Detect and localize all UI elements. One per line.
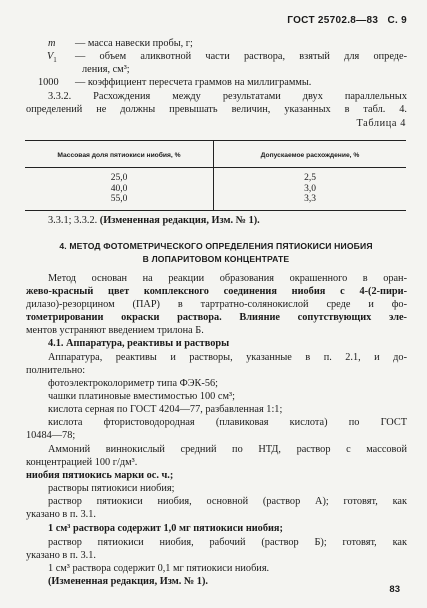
- method-line: жево-красный цвет комплексного соединения ниобия с 4-(2-пири-: [26, 286, 407, 297]
- method-line: Метод основан на реакции образования окрашенного в оран-: [48, 273, 407, 284]
- apparatus-item: кислота серная по ГОСТ 4204—77, разбавленная 1:1;: [48, 404, 283, 415]
- para-3-3-2-line1: 3.3.2. Расхождения между результатами двух параллельных: [48, 91, 407, 102]
- solution-b-line1: раствор пятиокиси ниобия, рабочий (раствор Б); готовят, как: [48, 537, 407, 548]
- amendment-text: (Измененная редакция, Изм. № 1).: [99, 215, 260, 226]
- page-label: С. 9: [387, 15, 407, 26]
- ammonium-line2: концентрацией 100 г/дм³.: [26, 457, 138, 468]
- var-v-symbol: V: [47, 51, 54, 62]
- niobium-oxide-brand: ниобия пятиокись марки ос. ч.;: [26, 470, 174, 481]
- solution-a-line2: указано в п. 3.1.: [26, 509, 96, 520]
- table-cell: 2,5: [304, 173, 316, 183]
- apparatus-intro-line1: Аппаратура, реактивы и растворы, указанные в п. 2.1, и до-: [48, 352, 407, 363]
- var-m-desc: — масса навески пробы, г;: [75, 38, 193, 49]
- table-top-rule: [25, 140, 406, 141]
- var-k-desc: — коэффициент пересчета граммов на миллиграммы.: [75, 77, 312, 88]
- para-3-3-2-line2: определений не должны превышать величин, указанных в табл. 4.: [26, 104, 407, 115]
- table-cell: 55,0: [110, 194, 128, 204]
- table-header-rule: [25, 167, 406, 168]
- table-col2-header: Допускаемое расхождение, %: [260, 152, 360, 159]
- solution-b-line2: указано в п. 3.1.: [26, 550, 96, 561]
- table-col1-header: Массовая доля пятиокиси ниобия, %: [57, 152, 181, 159]
- table-cell: 40,0: [110, 183, 128, 194]
- table-cell: 3,0: [304, 183, 316, 194]
- table-col1-values: [25, 173, 213, 205]
- section-4-title-line2: В ЛОПАРИТОВОМ КОНЦЕНТРАТЕ: [142, 254, 290, 264]
- var-v-row: [47, 51, 57, 67]
- apparatus-item: чашки платиновые вместимостью 100 см³;: [48, 391, 235, 402]
- solution-b-concentration: 1 см³ раствора содержит 0,1 мг пятиокиси ниобия.: [48, 563, 270, 574]
- page-number: 83: [389, 583, 400, 595]
- niobium-solutions: растворы пятиокиси ниобия;: [48, 483, 175, 494]
- var-m-row: [48, 38, 55, 51]
- table-cell: 3,3: [304, 194, 316, 204]
- hf-acid-line2: 10484—78;: [26, 430, 76, 441]
- method-line: тометрировании окраски раствора. Влияние сопутствующих эле-: [26, 312, 407, 323]
- solution-a-line1: раствор пятиокиси ниобия, основной (раствор А); готовят, как: [48, 496, 407, 507]
- apparatus-intro-line2: полнительно:: [26, 365, 86, 376]
- var-m-symbol: m: [48, 38, 56, 49]
- var-k-symbol: 1000: [38, 77, 59, 88]
- apparatus-item: фотоэлектроколориметр типа ФЭК-56;: [48, 378, 218, 389]
- hf-acid-line1: кислота фтористоводородная (плавиковая кислота) по ГОСТ: [48, 417, 407, 428]
- amendment-note-2: (Измененная редакция, Изм. № 1).: [48, 576, 208, 587]
- method-line: ментов устраняют введением трилона Б.: [26, 325, 204, 336]
- table-col2-values: [214, 173, 406, 205]
- method-line: дилазо)-резорцином (ПАР) в тартратно-солянокислой среде и фо-: [26, 299, 407, 310]
- standard-number: ГОСТ 25702.8—83: [287, 15, 379, 26]
- table-4: [25, 140, 406, 210]
- amendment-note-1: [48, 215, 260, 228]
- subsection-4-1-title: 4.1. Аппаратура, реактивы и растворы: [48, 338, 230, 349]
- ammonium-line1: Аммоний виннокислый средний по НТД, раствор с массовой: [48, 444, 407, 455]
- table-cell: 25,0: [110, 173, 128, 183]
- var-v-desc: — объем аликвотной части раствора, взятый для опреде-: [75, 51, 407, 62]
- solution-a-concentration: 1 см³ раствора содержит 1,0 мг пятиокиси ниобия;: [48, 523, 283, 534]
- table-bottom-rule: [25, 210, 406, 211]
- var-v-subscript: 1: [53, 56, 57, 65]
- var-v-desc-cont: ления, см³;: [82, 64, 130, 75]
- amendment-refs: 3.3.1; 3.3.2.: [48, 215, 98, 226]
- page-header: [287, 15, 407, 28]
- table-caption: Таблица 4: [356, 118, 406, 129]
- section-4-title-line1: 4. МЕТОД ФОТОМЕТРИЧЕСКОГО ОПРЕДЕЛЕНИЯ ПЯТИОКИСИ НИОБИЯ: [59, 241, 373, 251]
